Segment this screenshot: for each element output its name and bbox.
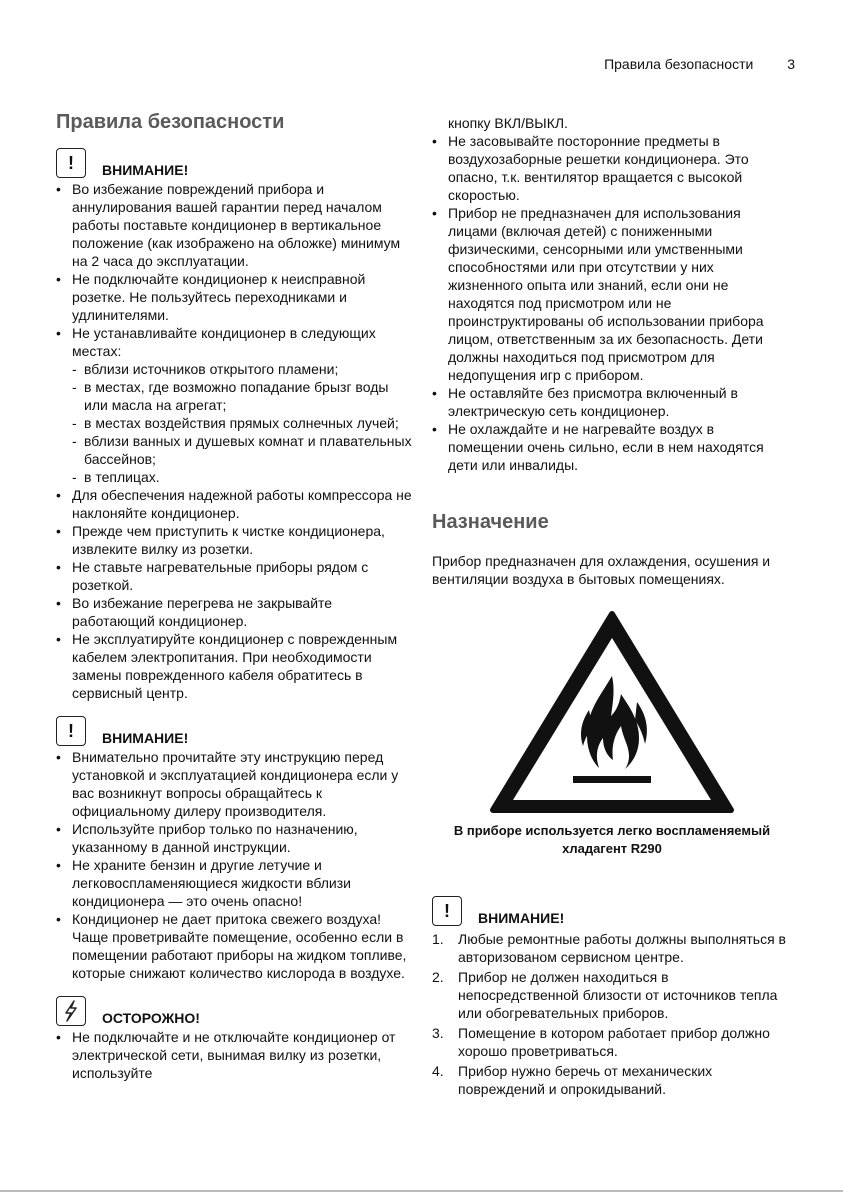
list-item: • Не ставьте нагревательные приборы рядом с розеткой. <box>56 558 416 594</box>
list-item-text: Любые ремонтные работы должны выполняться в авторизованом сервисном центре. <box>458 931 786 965</box>
caution-continued-text: кнопку ВКЛ/ВЫКЛ. <box>448 115 568 131</box>
lightning-icon <box>56 996 86 1026</box>
list-item: • Во избежание перегрева не закрывайте работающий кондиционер. <box>56 594 416 630</box>
list-item: • Во избежание повреждений прибора и аннулирования вашей гарантии перед началом работы поставьте кондиционер в вертикальное положение (как изображено на обложке) минимум на 2 часа до эксплуатации. <box>56 180 416 270</box>
list-number: 2. <box>432 969 444 985</box>
warning-header-1 <box>56 148 416 178</box>
warning-header-2 <box>56 716 416 746</box>
list-item: • Не эксплуатируйте кондиционер с поврежденным кабелем электропитания. При необходимости замены поврежденного кабеля обратитесь в сервисный центр. <box>56 630 416 702</box>
warning-header-3 <box>432 896 792 926</box>
header-section-title: Правила безопасности <box>604 56 754 72</box>
warning-3-list <box>432 930 792 1098</box>
sub-list-item: - в местах воздействия прямых солнечных лучей; <box>72 414 416 432</box>
list-item: • Не подключайте и не отключайте кондиционер от электрической сети, вынимая вилку из розетки, используйте <box>56 1028 416 1082</box>
caution-list-continued <box>432 132 792 474</box>
list-item: • Внимательно прочитайте эту инструкцию перед установкой и эксплуатацией кондиционера если у вас возникнут вопросы обращайтесь к официальному дилеру производителя. <box>56 748 416 820</box>
list-number: 3. <box>432 1025 444 1041</box>
sub-list-item: - вблизи ванных и душевых комнат и плавательных бассейнов; <box>72 432 416 468</box>
warning-2-list <box>56 748 416 982</box>
page-header <box>604 56 795 72</box>
list-item <box>56 324 416 486</box>
list-item: • Не засовывайте посторонние предметы в воздухозаборные решетки кондиционера. Это опасно, т.к. вентилятор вращается с высокой скоростью. <box>432 132 792 204</box>
places-list <box>72 360 416 486</box>
list-item: • Не охлаждайте и не нагревайте воздух в помещении очень сильно, если в нем находятся дети или инвалиды. <box>432 420 792 474</box>
list-item-text: Прибор не должен находиться в непосредственной близости от источников тепла или обогревательных приборов. <box>458 969 778 1021</box>
list-item <box>432 1062 792 1098</box>
exclamation-icon: ! <box>56 148 86 178</box>
list-item: • Не храните бензин и другие летучие и легковоспламеняющиеся жидкости вблизи кондиционера — это очень опасно! <box>56 856 416 910</box>
caution-title: ОСТОРОЖНО! <box>102 1010 200 1026</box>
list-item: • Кондиционер не дает притока свежего воздуха! Чаще проветривайте помещение, особенно если в помещении работают приборы на жидком топливе, которые снижают количество кислорода в воздухе. <box>56 910 416 982</box>
list-item-text: Прибор нужно беречь от механических повреждений и опрокидываний. <box>458 1063 713 1097</box>
section-title-purpose: Назначение <box>432 511 549 533</box>
caution-header <box>56 996 416 1026</box>
list-number: 4. <box>432 1063 444 1079</box>
list-item <box>432 930 792 966</box>
list-item-text: Помещение в котором работает прибор должно хорошо проветриваться. <box>458 1025 770 1059</box>
page-title: Правила безопасности <box>56 111 285 133</box>
list-item-text: Не устанавливайте кондиционер в следующих местах: <box>72 325 376 359</box>
sub-list-item: - вблизи источников открытого пламени; <box>72 360 416 378</box>
right-column <box>432 114 792 1100</box>
list-item: • Не оставляйте без присмотра включенный в электрическую сеть кондиционер. <box>432 384 792 420</box>
sub-list-item: - в местах, где возможно попадание брызг воды или масла на агрегат; <box>72 378 416 414</box>
page-bottom-rule <box>0 1190 843 1192</box>
page-number: 3 <box>787 56 795 72</box>
list-item <box>432 1024 792 1060</box>
left-column <box>56 110 416 1082</box>
sub-list-item: - в теплицах. <box>72 468 416 486</box>
warning-title: ВНИМАНИЕ! <box>102 162 189 178</box>
caution-list <box>56 1028 416 1082</box>
flammable-warning-figure <box>432 606 792 816</box>
warning-title: ВНИМАНИЕ! <box>102 730 189 746</box>
list-item <box>432 968 792 1022</box>
exclamation-icon: ! <box>432 896 462 926</box>
warning-title: ВНИМАНИЕ! <box>478 910 565 926</box>
list-number: 1. <box>432 931 444 947</box>
purpose-text: Прибор предназначен для охлаждения, осушения и вентиляции воздуха в бытовых помещениях. <box>432 553 771 587</box>
exclamation-icon: ! <box>56 716 86 746</box>
warning-1-list <box>56 180 416 702</box>
list-item: • Используйте прибор только по назначению, указанному в данной инструкции. <box>56 820 416 856</box>
flammable-warning-icon <box>487 606 737 816</box>
list-item: • Прибор не предназначен для использования лицами (включая детей) с пониженными физическими, сенсорными или умственными способностями или при отсутствии у них жизненного опыта или знаний, если они не находятся под присмотром или не проинструктированы об использовании прибора лицом, ответственным за их безопасность. Дети должны находиться под присмотром для недопущения игр с прибором. <box>432 204 792 384</box>
list-item: • Не подключайте кондиционер к неисправной розетке. Не пользуйтесь переходниками и удлинителями. <box>56 270 416 324</box>
flammable-caption: В приборе используется легко воспламеняемый хладагент R290 <box>453 823 771 856</box>
list-item: • Прежде чем приступить к чистке кондиционера, извлеките вилку из розетки. <box>56 522 416 558</box>
list-item: • Для обеспечения надежной работы компрессора не наклоняйте кондиционер. <box>56 486 416 522</box>
